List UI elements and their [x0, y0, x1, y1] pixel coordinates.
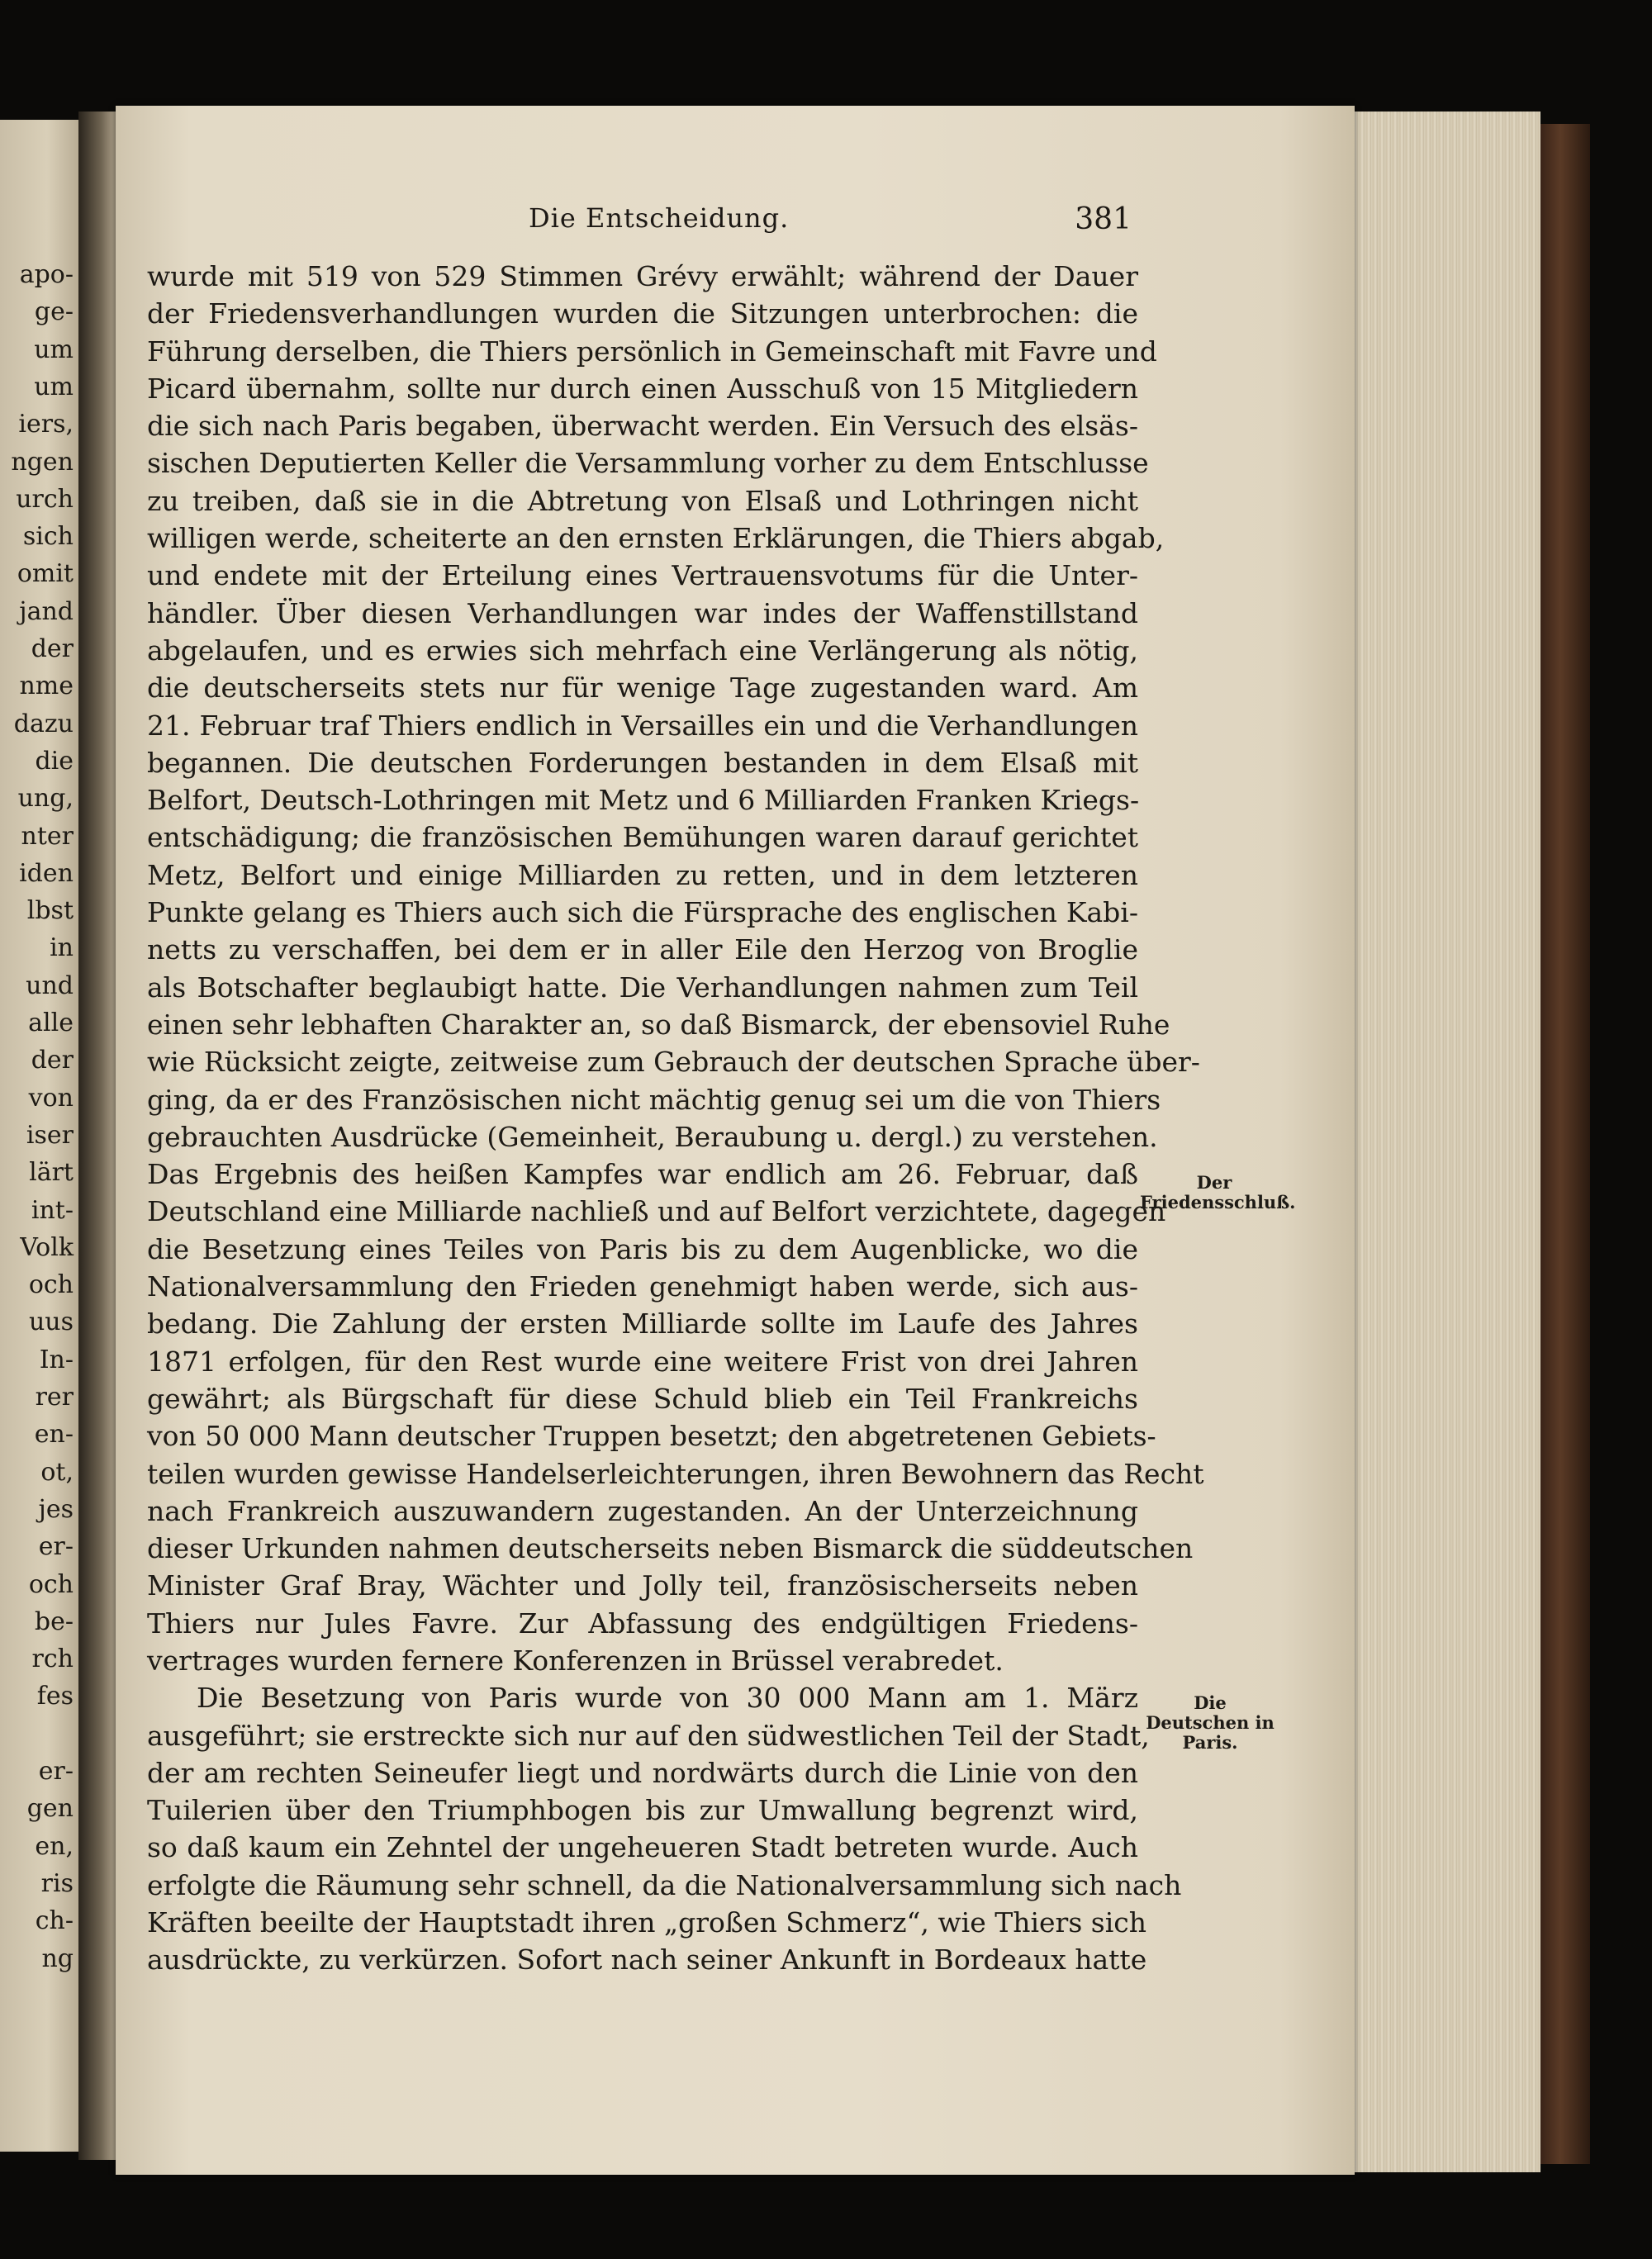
left-page-fragment: sich: [22, 522, 74, 552]
left-page-fragment: be-: [34, 1606, 74, 1636]
left-page-fragment: um: [34, 372, 74, 401]
text-line: Belfort, Deutsch-Lothringen mit Metz und 6 Milliarden Franken Kriegs-: [147, 784, 1140, 817]
left-page-fragment: apo-: [19, 260, 74, 289]
text-line: Nationalversammlung den Frieden genehmigt haben werde, sich aus-: [147, 1270, 1138, 1303]
left-page-fragment: In-: [39, 1345, 74, 1374]
book-cover-edge: [1540, 124, 1590, 2164]
text-line: gewährt; als Bürgschaft für diese Schuld blieb ein Teil Frankreichs: [147, 1382, 1138, 1415]
left-page-fragment: nter: [21, 821, 74, 851]
text-line: der am rechten Seineufer liegt und nordwärts durch die Linie von den: [147, 1756, 1138, 1789]
text-line: gebrauchten Ausdrücke (Gemeinheit, Beraubung u. dergl.) zu verstehen.: [147, 1120, 1158, 1153]
left-page-fragment: der: [31, 634, 74, 663]
text-line: vertrages wurden fernere Konferenzen in Brüssel verabredet.: [147, 1644, 1004, 1677]
left-page-fragment: ge-: [34, 297, 74, 327]
left-page-fragment: fes: [36, 1682, 74, 1711]
text-line: und endete mit der Erteilung eines Vertrauensvotums für die Unter-: [147, 559, 1138, 592]
text-line: 1871 erfolgen, für den Rest wurde eine weitere Frist von drei Jahren: [147, 1345, 1138, 1378]
left-page-fragment: en-: [34, 1420, 74, 1450]
text-line: wie Rücksicht zeigte, zeitweise zum Gebrauch der deutschen Sprache über-: [147, 1046, 1200, 1079]
text-line: so daß kaum ein Zehntel der ungeheueren Stadt betreten wurde. Auch: [147, 1831, 1138, 1864]
text-line: ging, da er des Französischen nicht mächtig genug sei um die von Thiers: [147, 1083, 1161, 1116]
left-page-fragment: uus: [28, 1307, 74, 1337]
text-line: ausdrückte, zu verkürzen. Sofort nach seiner Ankunft in Bordeaux hatte: [147, 1943, 1147, 1977]
book-gutter: [78, 112, 120, 2160]
left-page-fragment: iser: [26, 1120, 74, 1150]
left-page-fragment: ot,: [40, 1457, 74, 1487]
text-line: Picard übernahm, sollte nur durch einen Ausschuß von 15 Mitgliedern: [147, 372, 1138, 405]
text-line: die deutscherseits stets nur für wenige Tage zugestanden ward. Am: [147, 672, 1138, 705]
left-page-fragment: lbst: [26, 896, 74, 926]
left-page-fragment: int-: [31, 1195, 74, 1225]
text-line: Führung derselben, die Thiers persönlich in Gemeinschaft mit Favre und: [147, 335, 1157, 368]
text-line: der Friedensverhandlungen wurden die Sitzungen unterbrochen: die: [147, 297, 1138, 330]
left-page-fragment: gen: [26, 1794, 74, 1824]
text-line: als Botschafter beglaubigt hatte. Die Verhandlungen nahmen zum Teil: [147, 971, 1138, 1004]
left-page-fragment: ris: [40, 1868, 74, 1898]
page-number: 381: [1075, 202, 1132, 236]
margin-note-friedensschluss: Der Friedensschluß.: [1140, 1172, 1296, 1213]
left-page-fragment: alle: [28, 1008, 74, 1037]
body-text: [147, 258, 1204, 1979]
text-line: ausgeführt; sie erstreckte sich nur auf den südwestlichen Teil der Stadt,: [147, 1719, 1150, 1752]
text-line: abgelaufen, und es erwies sich mehrfach eine Verlängerung als nötig,: [147, 634, 1138, 667]
text-line: Das Ergebnis des heißen Kampfes war endlich am 26. Februar, daß: [147, 1158, 1138, 1191]
left-page-fragment: er-: [38, 1532, 74, 1562]
text-line: willigen werde, scheiterte an den ernsten Erklärungen, die Thiers abgab,: [147, 522, 1165, 555]
text-line: Minister Graf Bray, Wächter und Jolly teil, französischerseits neben: [147, 1569, 1138, 1602]
left-page-fragment: ng: [41, 1943, 74, 1973]
text-line: wurde mit 519 von 529 Stimmen Grévy erwählt; während der Dauer: [147, 260, 1138, 292]
text-line: einen sehr lebhaften Charakter an, so daß Bismarck, der ebensoviel Ruhe: [147, 1008, 1170, 1041]
text-line: entschädigung; die französischen Bemühungen waren darauf gerichtet: [147, 821, 1138, 854]
left-page-fragment: rer: [35, 1383, 74, 1412]
left-page-fragment: ngen: [11, 447, 74, 477]
text-line: teilen wurden gewisse Handelserleichterungen, ihren Bewohnern das Recht: [147, 1457, 1204, 1490]
left-page-fragment: och: [28, 1270, 74, 1300]
left-page-fragment: in: [50, 933, 74, 963]
left-page-fragment: iden: [19, 858, 74, 888]
text-line: Tuilerien über den Triumphbogen bis zur Umwallung begrenzt wird,: [147, 1794, 1138, 1827]
left-page-fragment: lärt: [29, 1158, 74, 1188]
text-line: netts zu verschaffen, bei dem er in aller Eile den Herzog von Broglie: [147, 933, 1138, 966]
left-page-edge: [0, 120, 78, 2152]
running-title: Die Entscheidung.: [529, 202, 790, 234]
text-line: von 50 000 Mann deutscher Truppen besetzt; den abgetretenen Gebiets-: [147, 1420, 1156, 1453]
left-page-fragment: und: [26, 971, 74, 1000]
left-page-fragment: iers,: [18, 410, 74, 439]
margin-note-deutschen-in-paris: Die Deutschen in Paris.: [1146, 1692, 1275, 1753]
left-page-fragment: der: [31, 1046, 74, 1075]
text-line: Metz, Belfort und einige Milliarden zu retten, und in dem letzteren: [147, 858, 1138, 891]
text-line: Punkte gelang es Thiers auch sich die Fürsprache des englischen Kabi-: [147, 896, 1138, 929]
left-page-fragment: en,: [35, 1831, 74, 1861]
text-line: bedang. Die Zahlung der ersten Milliarde sollte im Laufe des Jahres: [147, 1307, 1138, 1341]
text-line: erfolgte die Räumung sehr schnell, da die Nationalversammlung sich nach: [147, 1868, 1182, 1901]
text-line: 21. Februar traf Thiers endlich in Versailles ein und die Verhandlungen: [147, 709, 1138, 742]
page-header: [529, 202, 1140, 244]
page-block-edges: [1338, 112, 1540, 2172]
text-line: Thiers nur Jules Favre. Zur Abfassung des endgültigen Friedens-: [147, 1606, 1138, 1640]
left-page-fragment: die: [35, 746, 74, 776]
text-line: Die Besetzung von Paris wurde von 30 000 Mann am 1. März: [197, 1682, 1138, 1715]
text-line: nach Frankreich auszuwandern zugestanden. An der Unterzeichnung: [147, 1494, 1138, 1527]
text-line: die sich nach Paris begaben, überwacht werden. Ein Versuch des elsäs-: [147, 410, 1138, 443]
text-line: begannen. Die deutschen Forderungen bestanden in dem Elsaß mit: [147, 746, 1138, 779]
text-line: zu treiben, daß sie in die Abtretung von Elsaß und Lothringen nicht: [147, 484, 1138, 517]
left-page-fragment: von: [28, 1083, 74, 1113]
left-page-fragment: omit: [17, 559, 74, 589]
left-page-fragment: jes: [38, 1494, 74, 1524]
left-page-fragment: dazu: [13, 709, 74, 738]
text-line: Deutschland eine Milliarde nachließ und auf Belfort verzichtete, dagegen: [147, 1195, 1166, 1228]
text-line: sischen Deputierten Keller die Versammlung vorher zu dem Entschlusse: [147, 447, 1149, 480]
left-page-fragment: ung,: [17, 784, 74, 814]
left-page-fragment: er-: [38, 1757, 74, 1786]
text-line: händler. Über diesen Verhandlungen war indes der Waffenstillstand: [147, 596, 1138, 629]
left-page-fragment: urch: [16, 484, 74, 514]
text-line: die Besetzung eines Teiles von Paris bis zu dem Augenblicke, wo die: [147, 1232, 1138, 1265]
left-page-fragment: ch-: [35, 1906, 74, 1936]
text-line: Kräften beeilte der Hauptstadt ihren „großen Schmerz“, wie Thiers sich: [147, 1906, 1146, 1939]
left-page-fragment: Volk: [20, 1232, 74, 1262]
left-page-fragment: um: [34, 335, 74, 364]
left-page-fragment: och: [28, 1569, 74, 1599]
left-page-fragment: jand: [19, 596, 74, 626]
left-page-fragment: nme: [19, 672, 74, 701]
left-page-fragment: rch: [31, 1644, 74, 1674]
text-line: dieser Urkunden nahmen deutscherseits neben Bismarck die süddeutschen: [147, 1532, 1194, 1565]
